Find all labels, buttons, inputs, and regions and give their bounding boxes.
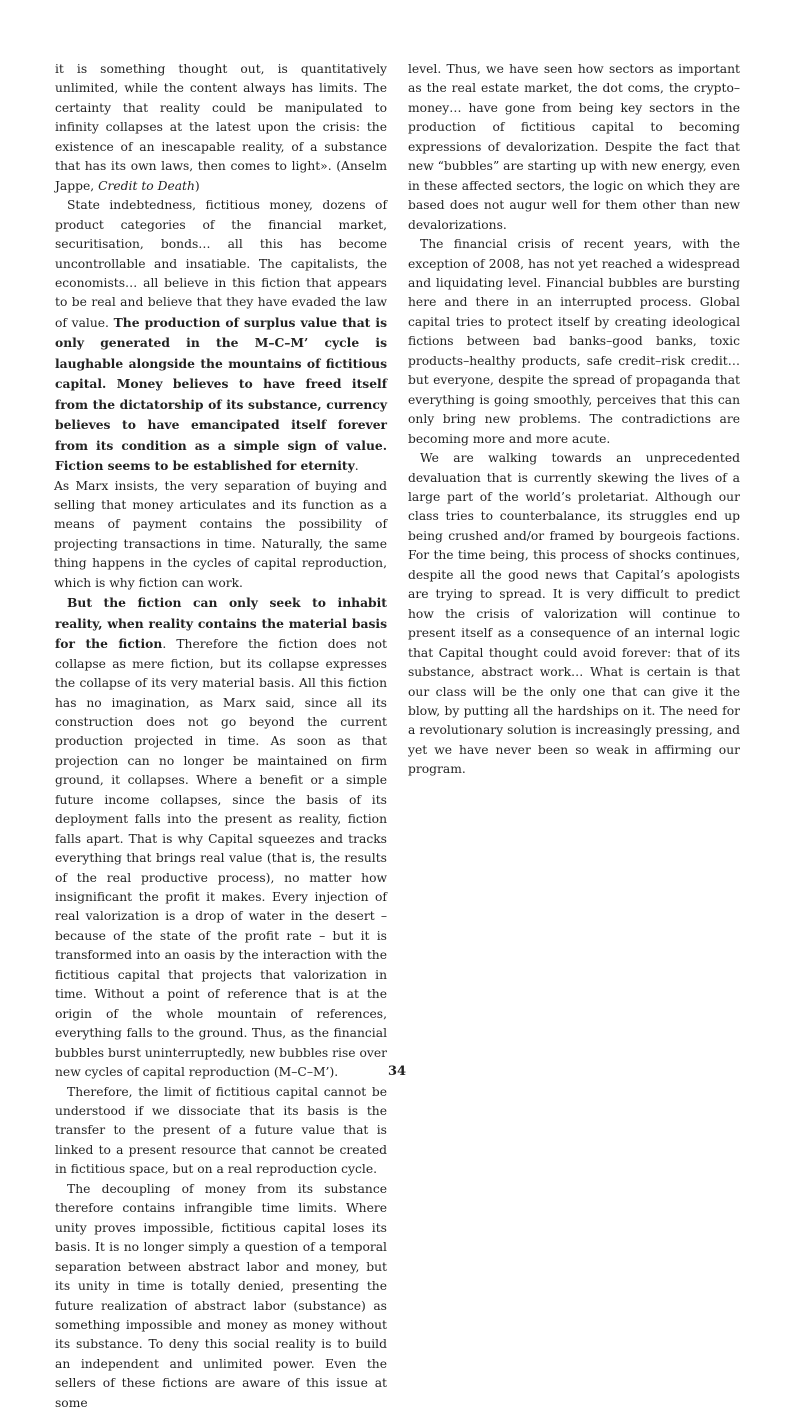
- paragraph: As Marx insists, the very separation of buying and selling that money articulates and its function as a means of payment contains the possibility of projecting transactions in time. Naturally, the same thing happens in the cycles of capital reproduction, which is why fiction can work.: [54, 478, 387, 590]
- right-text-column: [408, 60, 740, 780]
- paragraph: Therefore, the limit of fictitious capital cannot be understood if we dissociate that its basis is the transfer to the present of a future value that is linked to a present resource that cannot be created in fictitious space, but on a real reproduction cycle.: [55, 1084, 387, 1177]
- paragraph-text: it is something thought out, is quantitatively unlimited, while the content always has limits. The certainty that reality could be manipulated to infinity collapses at the latest upon the crisis: the existence of an inescapable reality, of a substance that has its own laws, then comes to light». (Anselm Jappe,: [55, 62, 387, 193]
- paragraph: The decoupling of money from its substance therefore contains infrangible time limits. Where unity proves impossible, fictitious capital loses its basis. It is no longer simply a question of a temporal separation between abstract labor and money, but its unity in time is totally denied, presenting the future realization of abstract labor (substance) as something impossible and money as money without its substance. To deny this social reality is to build an independent and unlimited power. Even the sellers of these fictions are aware of this issue at some: [55, 1181, 387, 1410]
- paragraph: [55, 593, 387, 1082]
- paragraph: [55, 60, 387, 196]
- book-title: Credit to Death: [98, 178, 195, 193]
- paragraph: We are walking towards an unprecedented devaluation that is currently skewing the lives of a large part of the world’s proletariat. Although our class tries to counterbalance, its struggles end up being crushed and/or framed by bourgeois factions. For the time being, this process of shocks continues, despite all the good news that Capital’s apologists are trying to spread. It is very difficult to predict how the crisis of valorization will continue to present itself as a consequence of an internal logic that Capital thought could avoid forever: that of its substance, abstract work… What is certain is that our class will be the only one that can give it the blow, by putting all the hardships on it. The need for a revolutionary solution is increasingly pressing, and yet we have never been so weak in affirming our program.: [408, 451, 740, 777]
- paragraph-text: . Therefore the fiction does not collapse as mere fiction, but its collapse expresses the collapse of its very material basis. All this fiction has no imagination, as Marx said, since all its construction does not go beyond the current production projected in time. As soon as that projection can no longer be maintained on firm ground, it collapses. Where a benefit or a simple future income collapses, since the basis of its deployment falls into the present as reality, fiction falls apart. That is why Capital squeezes and tracks everything that brings real value (that is, the results of the real productive process), no matter how insignificant the profit it makes. Every injection of real valorization is a drop of water in the desert – because of the state of the profit rate – but it is transformed into an oasis by the interaction with the fictitious capital that projects that valorization in time. Without a point of reference that is at the origin of the whole mountain of references, everything falls to the ground. Thus, as the financial bubbles burst uninterruptedly, new bubbles rise over new cycles of capital reproduction (M–C–M’).: [55, 637, 387, 1080]
- paragraph: The financial crisis of recent years, with the exception of 2008, has not yet reached a widespread and liquidating level. Financial bubbles are bursting here and there in an interrupted process. Global capital tries to protect itself by creating ideological fictions between bad banks–good banks, toxic products–healthy products, safe credit–risk credit… but everyone, despite the spread of propaganda that everything is going smoothly, perceives that this can only bring new problems. The contradictions are becoming more and more acute.: [408, 237, 740, 446]
- paragraph: [55, 196, 387, 476]
- emphasis-text: But the fiction can only seek to inhabit reality, when reality contains the material basis for the fiction: [55, 595, 387, 652]
- emphasis-text: The production of surplus value that is only generated in the M–C–M’ cycle is laughable alongside the mountains of fictitious capital. Money believes to have freed itself from the dictatorship of its substance, currency believes to have emancipated itself forever from its condition as a simple sign of value. Fiction seems to be established for eternity: [55, 314, 387, 474]
- paragraph-text: State indebtedness, fictitious money, dozens of product categories of the financial market, securitisation, bonds… all this has become uncontrollable and insatiable. The capitalists, the economists… all believe in this fiction that appears to be real and believe that they have evaded the law of value.: [55, 198, 387, 330]
- left-text-column: [55, 60, 387, 1413]
- page-number: 34: [387, 1064, 407, 1079]
- paragraph-text: .: [354, 459, 359, 474]
- paragraph-text: ): [194, 178, 200, 193]
- paragraph: level. Thus, we have seen how sectors as important as the real estate market, the dot coms, the crypto–money… have gone from being key sectors in the production of fictitious capital to becoming expressions of devalorization. Despite the fact that new “bubbles” are starting up with new energy, even in these affected sectors, the logic on which they are based does not augur well for them other than new devalorizations.: [408, 62, 740, 232]
